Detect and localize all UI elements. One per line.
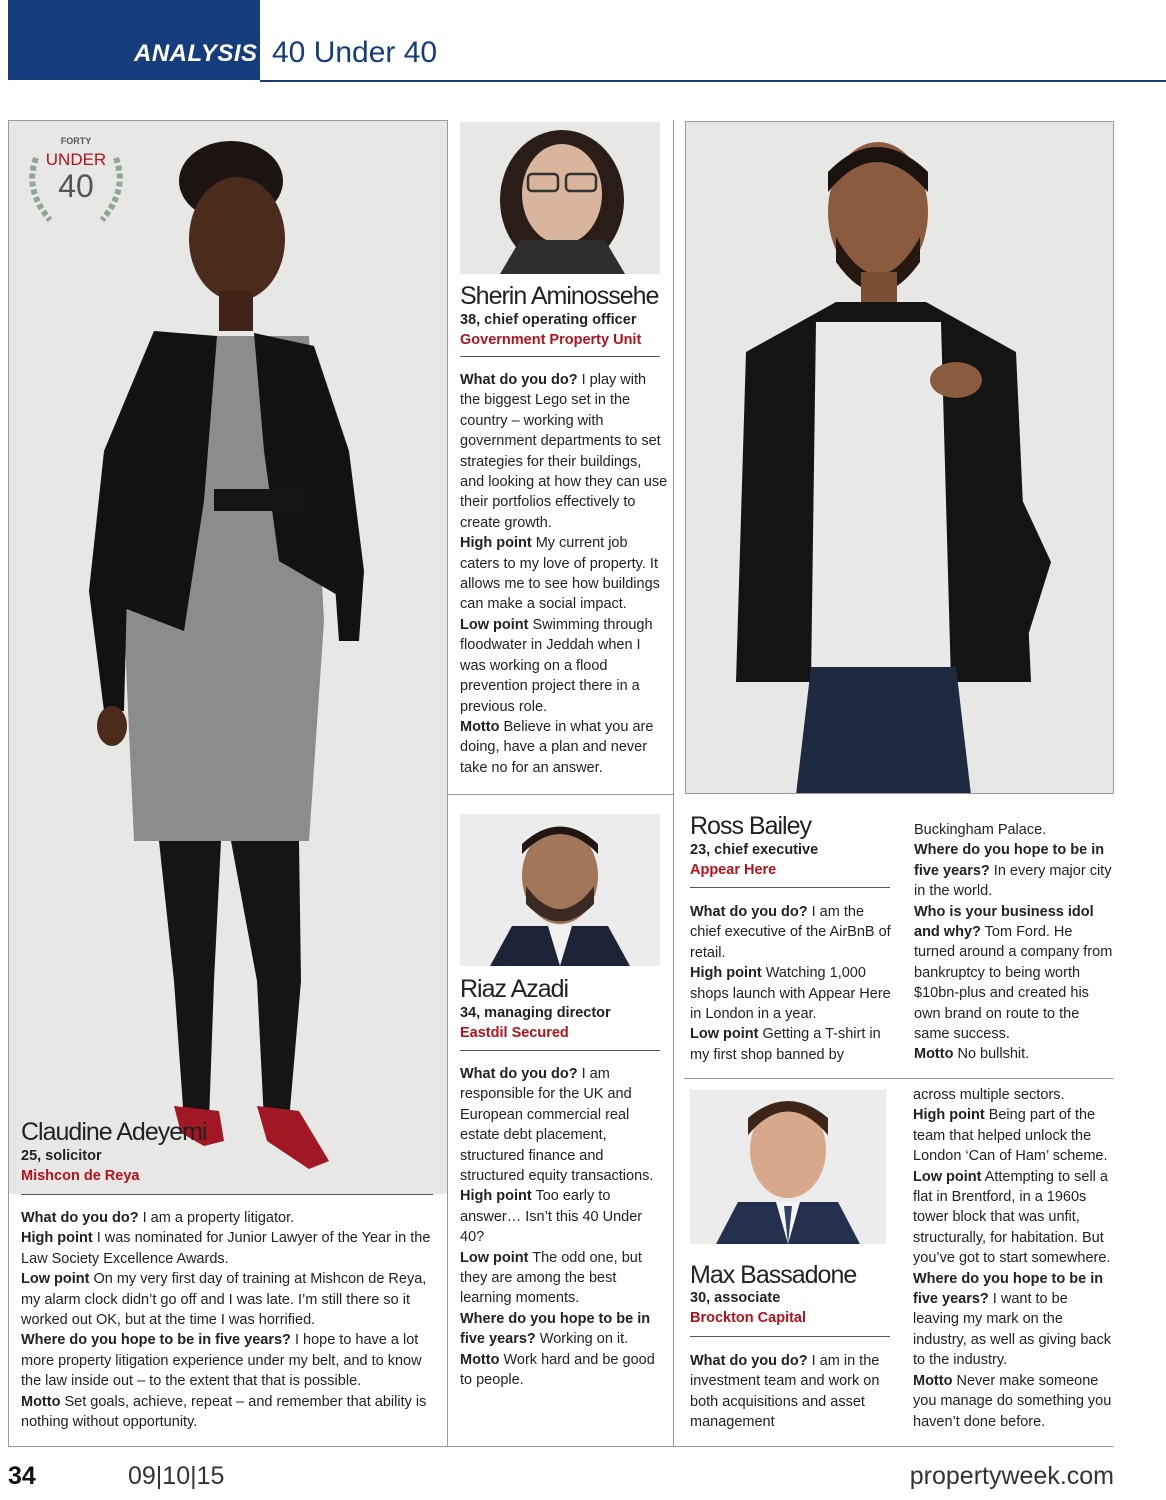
row-divider [447,794,674,795]
sherin-photo [460,122,660,274]
claudine-role: 25, solicitor [21,1148,102,1164]
header-rule [260,80,1166,82]
claudine-photo [9,121,447,1194]
page-number: 34 [8,1462,36,1490]
ross-name: Ross Bailey [690,812,811,840]
claudine-bio: What do you do? I am a property litigator. High point I was nominated for Junior Lawyer of the Year in the Law Society Excellence Awards. Low point On my very first day of training at Mishcon de Reya, my alarm clock didn’t go off and I was late. I’m still there so it worked out OK, but at the time I was horrified. Where do you hope to be in five years? I hope to have a lot more property litigation experience under my belt, and to know the law inside out – to the extent that that is possible. Motto Set goals, achieve, repeat – and remember that ability is nothing without opportunity. [21,1210,431,1431]
max-role: 30, associate [690,1290,781,1306]
ross-photo [685,121,1114,794]
max-org: Brockton Capital [690,1310,807,1326]
ross-org: Appear Here [690,862,777,878]
ross-bio-col1: What do you do? I am the chief executive of the AirBnB of retail. High point Watching 1,000 shops launch with Appear Here in London in a year. Low point Getting a T-shirt in my first shop banned by [690,904,891,1063]
badge-middle: UNDER [45,150,107,169]
sherin-name: Sherin Aminossehe [460,282,659,310]
column-divider [673,120,674,1446]
forty-under-40-badge [22,130,130,230]
claudine-name: Claudine Adeyemi [21,1118,207,1146]
sherin-bio: What do you do? I play with the biggest Lego set in the country – working with government departments to set strategies for their buildings, and looking at how they can use their portfolios effectively to create growth. High point My current job caters to my love of property. It allows me to see how buildings can make a social impact. Low point Swimming through floodwater in Jeddah when I was working on a flood prevention project there in a previous role. Motto Believe in what you are doing, have a plan and never take no for an answer. [460,372,668,776]
claudine-rule [21,1194,433,1195]
riaz-name: Riaz Azadi [460,975,569,1003]
section-label: ANALYSIS [134,40,258,67]
claudine-org: Mishcon de Reya [21,1168,140,1184]
riaz-role: 34, managing director [460,1005,611,1021]
max-bio-col1: What do you do? I am in the investment team and work on both acquisitions and asset management [690,1353,880,1431]
website: propertyweek.com [909,1462,1114,1490]
ross-rule [690,887,890,888]
ross-bio-col2: Buckingham Palace. Where do you hope to be in five years? In every major city in the world. Who is your business idol and why? Tom Ford. He turned around a company from bankruptcy to being worth $10bn-plus and created his own brand on route to the same success. Motto No bullshit. [914,822,1113,1063]
riaz-org: Eastdil Secured [460,1025,569,1041]
max-name: Max Bassadone [690,1261,857,1289]
max-photo [690,1090,886,1244]
page-title: 40 Under 40 [272,36,438,69]
sherin-role: 38, chief operating officer [460,312,637,328]
badge-number: 40 [58,168,94,204]
column-divider [447,120,448,1446]
sherin-rule [460,356,660,357]
badge-top: FORTY [60,136,92,146]
row-divider [684,1078,1114,1079]
ross-role: 23, chief executive [690,842,819,858]
panel-border-bottom [8,1446,1114,1447]
max-bio-col2: across multiple sectors. High point Being part of the team that helped unlock the London ‘Can of Ham’ scheme. Low point Attempting to sell a flat in Brentford, in a 1960s tower block that was unfit, structurally, for habitation. But you’ve got to start somewhere. Where do you hope to be in five years? I want to be leaving my mark on the industry, as well as giving back to the industry. Motto Never make someone you manage do something you haven’t done before. [913,1087,1112,1430]
riaz-bio: What do you do? I am responsible for the UK and European commercial real estate debt placement, structured finance and structured equity transactions. High point Too early to answer… Isn’t this 40 Under 40? Low point The odd one, but they are among the best learning moments. Where do you hope to be in five years? Working on it. Motto Work hard and be good to people. [460,1066,655,1389]
riaz-rule [460,1050,660,1051]
riaz-photo [460,814,660,966]
issue-date: 09|10|15 [128,1462,225,1490]
max-rule [690,1336,890,1337]
sherin-org: Government Property Unit [460,332,642,348]
